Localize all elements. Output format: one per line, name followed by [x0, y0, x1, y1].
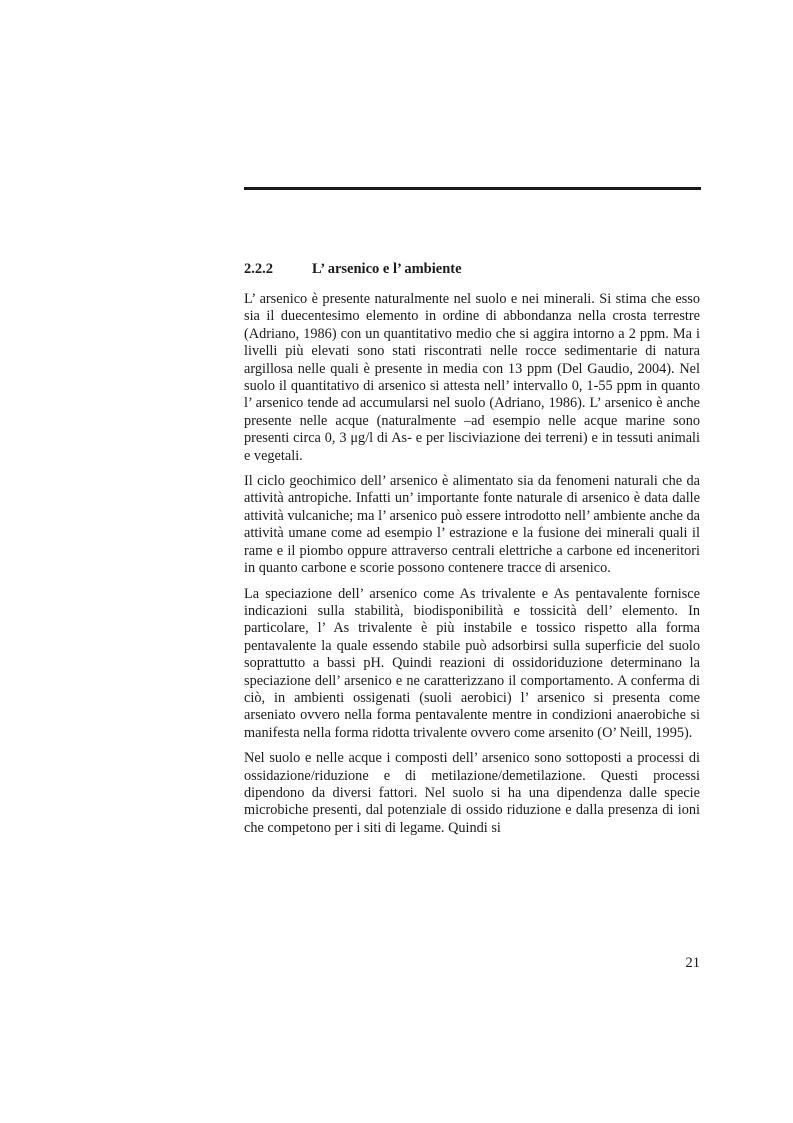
section-title: L’ arsenico e l’ ambiente	[312, 261, 462, 277]
paragraph-2: Il ciclo geochimico dell’ arsenico è alimentato sia da fenomeni naturali che da attività antropiche. Infatti un’ importante fonte naturale di arsenico è data dalle attività vulcaniche; ma l’ arsenico può essere introdotto nell’ ambiente anche da attività umane come ad esempio l’ estrazione e la fusione dei minerali quali il rame e il piombo oppure attraverso centrali elettriche a carbone ed inceneritori in quanto carbone e scorie possono contenere tracce di arsenico.	[244, 473, 700, 577]
page-number: 21	[685, 955, 700, 971]
paragraph-3: La speciazione dell’ arsenico come As trivalente e As pentavalente fornisce indicazioni sulla stabilità, biodisponibilità e tossicità dell’ elemento. In particolare, l’ As trivalente è più instabile e tossico rispetto alla forma pentavalente la quale essendo stabile può adsorbirsi sulla superficie del suolo soprattutto a bassi pH. Quindi reazioni di ossidoriduzione determinano la speciazione dell’ arsenico e ne caratterizzano il comportamento. A conferma di ciò, in ambienti ossigenati (suoli aerobici) l’ arsenico si presenta come arseniato ovvero nella forma pentavalente mentre in condizioni anaerobiche si manifesta nella forma ridotta trivalente ovvero come arsenito (O’ Neill, 1995).	[244, 585, 700, 741]
section-number: 2.2.2	[244, 261, 273, 277]
section-heading	[244, 259, 700, 279]
page-body	[244, 259, 700, 845]
header-rule	[244, 187, 701, 190]
paragraph-1: L’ arsenico è presente naturalmente nel suolo e nei minerali. Si stima che esso sia il duecentesimo elemento in ordine di abbondanza nella crosta terrestre (Adriano, 1986) con un quantitativo medio che si aggira intorno a 2 ppm. Ma i livelli più elevati sono stati riscontrati nelle rocce sedimentarie di natura argillosa nelle quali è presente in media con 13 ppm (Del Gaudio, 2004). Nel suolo il quantitativo di arsenico si attesta nell’ intervallo 0, 1-55 ppm in quanto l’ arsenico tende ad accumularsi nel suolo (Adriano, 1986). L’ arsenico è anche presente nelle acque (naturalmente –ad esempio nelle acque marine sono presenti circa 0, 3 μg/l di As- e per lisciviazione dei terreni) e in tessuti animali e vegetali.	[244, 291, 700, 464]
paragraph-4: Nel suolo e nelle acque i composti dell’ arsenico sono sottoposti a processi di ossidazione/riduzione e di metilazione/demetilazione. Questi processi dipendono da diversi fattori. Nel suolo si ha una dipendenza dalle specie microbiche presenti, dal potenziale di ossido riduzione e dalla presenza di ioni che competono per i siti di legame. Quindi si	[244, 750, 700, 836]
